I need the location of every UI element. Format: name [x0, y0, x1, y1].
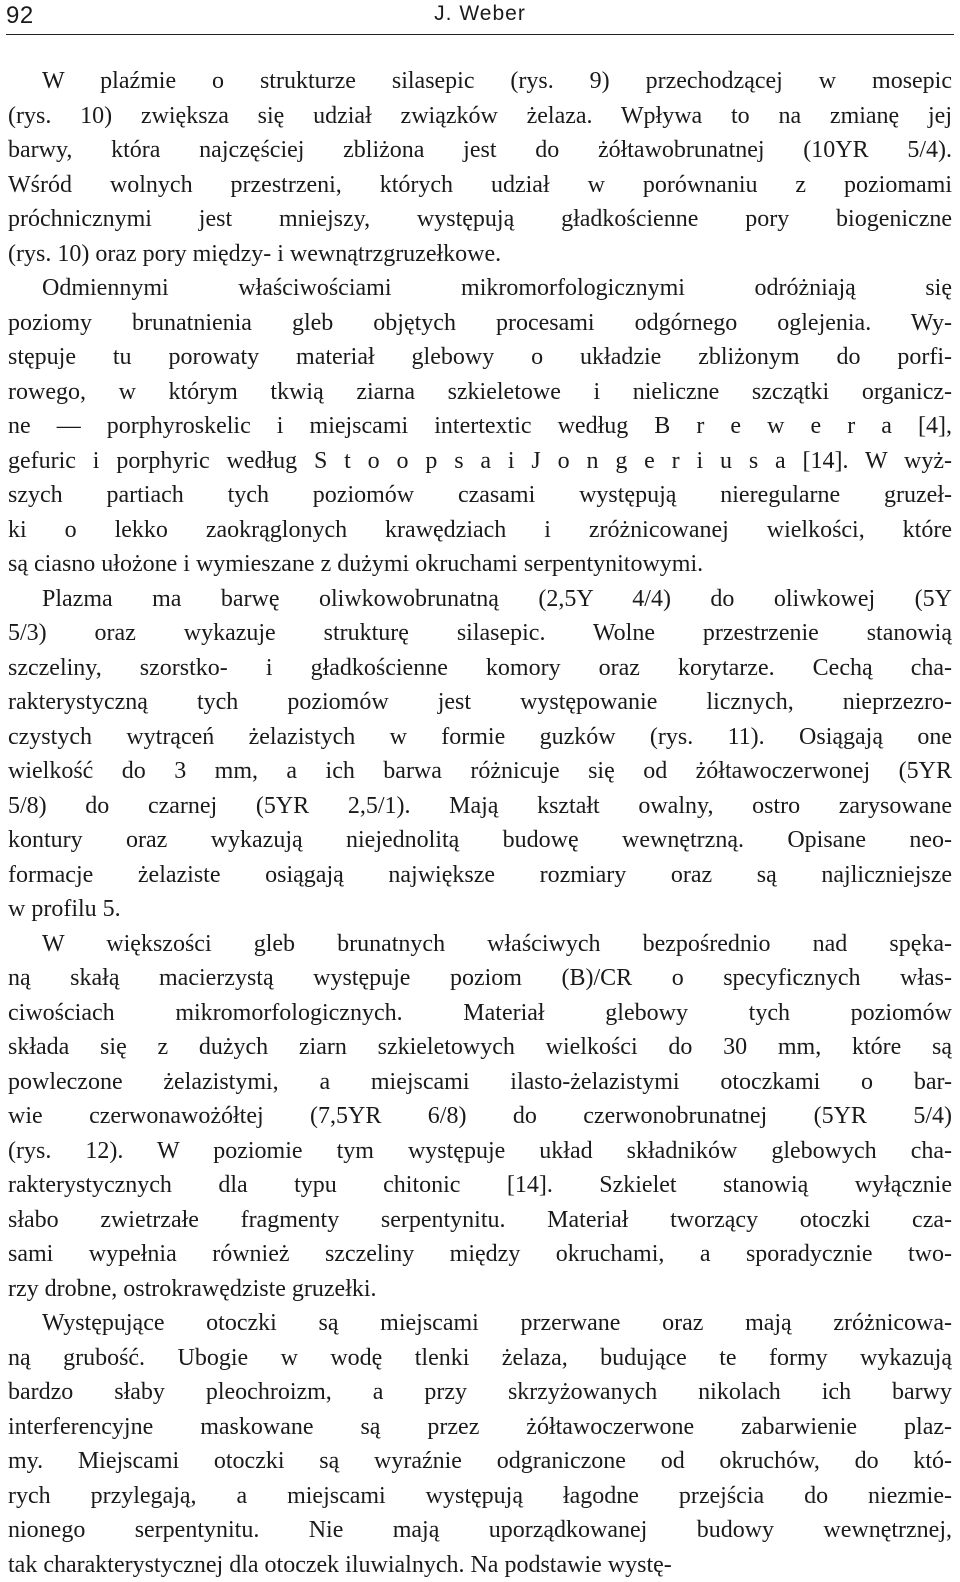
text-line: (rys. 10) oraz pory między- i wewnątrzgruzełkowe. — [8, 237, 952, 272]
text-line: sami wypełnia również szczeliny między okruchami, a sporadycznie two- — [8, 1237, 952, 1272]
paragraph — [8, 64, 952, 271]
header-rule — [6, 34, 954, 35]
text-line: bardzo słaby pleochroizm, a przy skrzyżowanych nikolach ich barwy — [8, 1375, 952, 1410]
text-line: ciwościach mikromorfologicznych. Materiał glebowy tych poziomów — [8, 996, 952, 1031]
text-line: próchnicznymi jest mniejszy, występują gładkościenne pory biogeniczne — [8, 202, 952, 237]
text-line: formacje żelaziste osiągają największe rozmiary oraz są najliczniejsze — [8, 858, 952, 893]
paragraph — [8, 582, 952, 927]
body-text — [8, 64, 952, 1582]
text-line: rakterystyczną tych poziomów jest występowanie licznych, nieprzezro- — [8, 685, 952, 720]
text-line: ki o lekko zaokrąglonych krawędziach i zróżnicowanej wielkości, które — [8, 513, 952, 548]
text-line: (rys. 10) zwiększa się udział związków żelaza. Wpływa to na zmianę jej — [8, 99, 952, 134]
text-line: interferencyjne maskowane są przez żółtawoczerwone zabarwienie plaz- — [8, 1410, 952, 1445]
text-line: szych partiach tych poziomów czasami występują nieregularne gruzeł- — [8, 478, 952, 513]
text-line: Występujące otoczki są miejscami przerwane oraz mają zróżnicowa- — [8, 1306, 952, 1341]
text-line: stępuje tu porowaty materiał glebowy o układzie zbliżonym do porfi- — [8, 340, 952, 375]
text-line: poziomy brunatnienia gleb objętych procesami odgórnego oglejenia. Wy- — [8, 306, 952, 341]
paragraph — [8, 271, 952, 582]
text-line: słabo zwietrzałe fragmenty serpentynitu. Materiał tworzący otoczki cza- — [8, 1203, 952, 1238]
text-line: składa się z dużych ziarn szkieletowych wielkości do 30 mm, które są — [8, 1030, 952, 1065]
text-line: ne — porphyroskelic i miejscami intertextic według B r e w e r a [4], — [8, 409, 952, 444]
text-line: w profilu 5. — [8, 892, 952, 927]
running-head-author: J. Weber — [6, 2, 954, 26]
page-number: 92 — [6, 2, 34, 30]
text-line: tak charakterystycznej dla otoczek iluwialnych. Na podstawie wystę- — [8, 1548, 952, 1582]
text-line: nionego serpentynitu. Nie mają uporządkowanej budowy wewnętrznej, — [8, 1513, 952, 1548]
text-line: barwy, która najczęściej zbliżona jest do żółtawobrunatnej (10YR 5/4). — [8, 133, 952, 168]
text-line: ną grubość. Ubogie w wodę tlenki żelaza, budujące te formy wykazują — [8, 1341, 952, 1376]
text-line: (rys. 12). W poziomie tym występuje układ składników glebowych cha- — [8, 1134, 952, 1169]
text-line: kontury oraz wykazują niejednolitą budowę wewnętrzną. Opisane neo- — [8, 823, 952, 858]
text-line: W plaźmie o strukturze silasepic (rys. 9) przechodzącej w mosepic — [8, 64, 952, 99]
text-line: W większości gleb brunatnych właściwych bezpośrednio nad spęka- — [8, 927, 952, 962]
text-line: rzy drobne, ostrokrawędziste gruzełki. — [8, 1272, 952, 1307]
text-line: gefuric i porphyric według S t o o p s a i J o n g e r i u s a [14]. W wyż- — [8, 444, 952, 479]
text-line: rych przylegają, a miejscami występują łagodne przejścia do niezmie- — [8, 1479, 952, 1514]
text-line: rowego, w którym tkwią ziarna szkieletowe i nieliczne szczątki organicz- — [8, 375, 952, 410]
text-line: Odmiennymi właściwościami mikromorfologicznymi odróżniają się — [8, 271, 952, 306]
text-line: wie czerwonawożółtej (7,5YR 6/8) do czerwonobrunatnej (5YR 5/4) — [8, 1099, 952, 1134]
text-line: Wśród wolnych przestrzeni, których udział w porównaniu z poziomami — [8, 168, 952, 203]
text-line: 5/8) do czarnej (5YR 2,5/1). Mają kształt owalny, ostro zarysowane — [8, 789, 952, 824]
text-line: są ciasno ułożone i wymieszane z dużymi okruchami serpentynitowymi. — [8, 547, 952, 582]
paragraph — [8, 927, 952, 1307]
text-line: powleczone żelazistymi, a miejscami ilasto-żelazistymi otoczkami o bar- — [8, 1065, 952, 1100]
text-line: czystych wytrąceń żelazistych w formie guzków (rys. 11). Osiągają one — [8, 720, 952, 755]
page-header — [6, 0, 954, 36]
text-line: rakterystycznych dla typu chitonic [14]. Szkielet stanowią wyłącznie — [8, 1168, 952, 1203]
text-line: Plazma ma barwę oliwkowobrunatną (2,5Y 4/4) do oliwkowej (5Y — [8, 582, 952, 617]
text-line: 5/3) oraz wykazuje strukturę silasepic. Wolne przestrzenie stanowią — [8, 616, 952, 651]
text-line: szczeliny, szorstko- i gładkościenne komory oraz korytarze. Cechą cha- — [8, 651, 952, 686]
text-line: ną skałą macierzystą występuje poziom (B)/CR o specyficznych włas- — [8, 961, 952, 996]
paragraph — [8, 1306, 952, 1582]
text-line: wielkość do 3 mm, a ich barwa różnicuje się od żółtawoczerwonej (5YR — [8, 754, 952, 789]
text-line: my. Miejscami otoczki są wyraźnie odgraniczone od okruchów, do któ- — [8, 1444, 952, 1479]
